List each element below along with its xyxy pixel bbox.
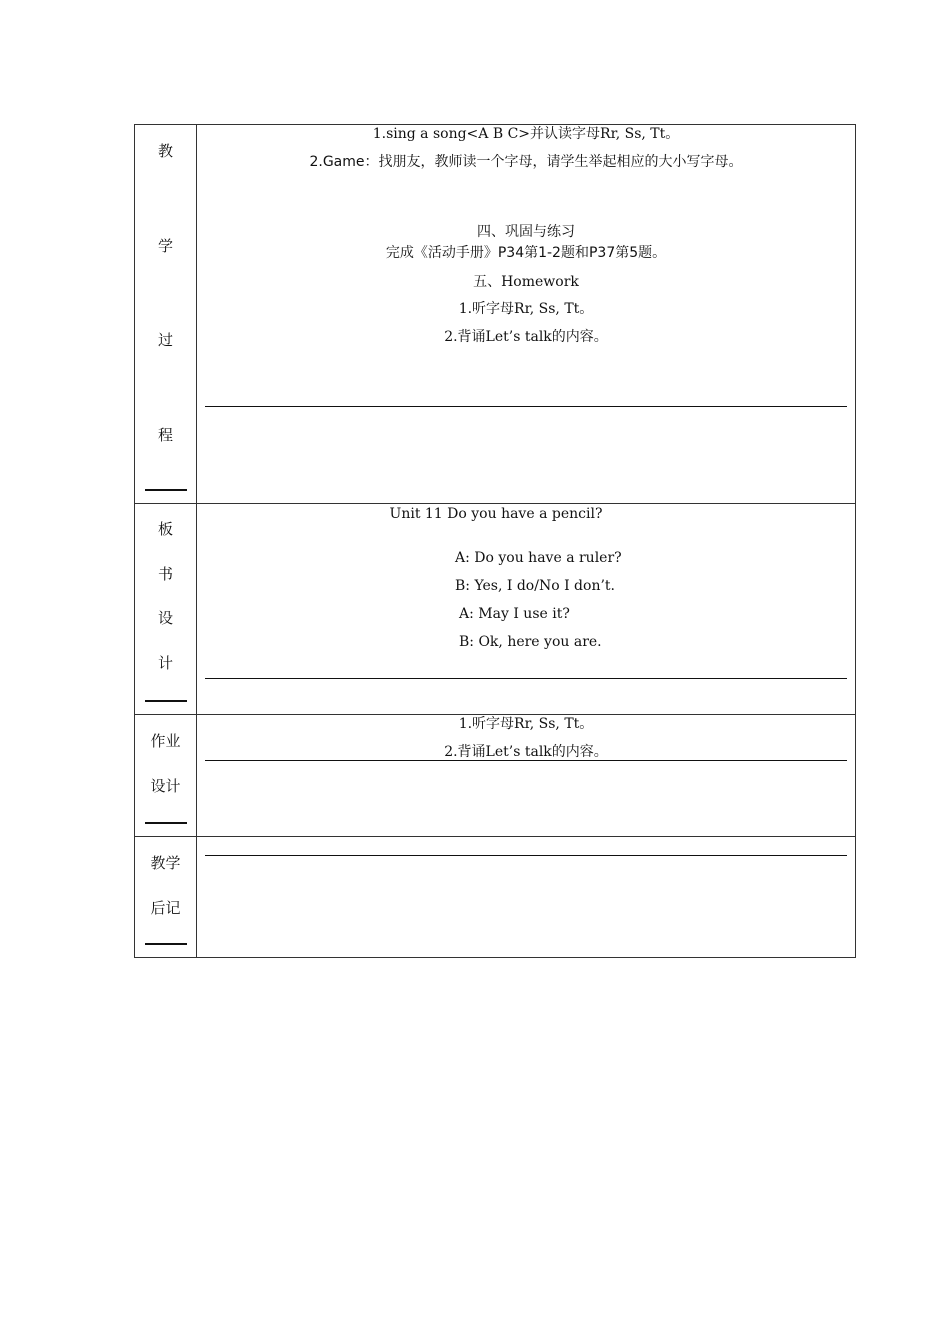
label-text: 设计 (150, 777, 181, 795)
process-line: 2.背诵Let’s talk的内容。 (444, 329, 608, 345)
label-text: 作业 (150, 732, 181, 750)
label-underline (145, 943, 187, 945)
label-char: 板 (157, 520, 173, 538)
label-text: 后记 (150, 899, 181, 917)
process-line: 完成《活动手册》P34第1-2题和P37第5题。 (385, 245, 667, 261)
homework-design-content-cell (197, 715, 855, 836)
label-char: 设 (157, 609, 173, 627)
dialogue-line: B: Yes, I do/No I don’t. (455, 578, 615, 594)
dialogue-line: A: Do you have a ruler? (455, 550, 622, 566)
label-text: 教学 (150, 854, 181, 872)
teaching-reflection-label-cell (135, 837, 197, 958)
writing-line (205, 406, 847, 407)
board-title: Unit 11 Do you have a pencil? (389, 506, 603, 522)
homework-design-row (135, 715, 855, 837)
writing-line (205, 760, 847, 761)
label-underline (145, 489, 187, 491)
homework-line: 2.背诵Let’s talk的内容。 (444, 744, 608, 760)
label-char: 程 (157, 426, 173, 444)
teaching-reflection-content-cell (197, 837, 855, 958)
dialogue-line: B: Ok, here you are. (459, 634, 602, 650)
label-underline (145, 700, 187, 702)
label-underline (145, 822, 187, 824)
label-char: 计 (157, 654, 173, 672)
writing-line (205, 678, 847, 679)
homework-line: 1.听字母Rr, Ss, Tt。 (458, 716, 594, 732)
process-section-heading: 四、巩固与练习 (477, 224, 575, 240)
board-design-content-cell (197, 504, 855, 714)
label-char: 书 (157, 565, 173, 583)
writing-line (205, 855, 847, 856)
teaching-process-row (135, 125, 855, 504)
label-char: 过 (157, 331, 173, 349)
process-section-heading: 五、Homework (473, 274, 579, 290)
process-line: 1.sing a song<A B C>并认读字母Rr, Ss, Tt。 (372, 126, 680, 142)
teaching-process-label-cell (135, 125, 197, 503)
label-char: 教 (157, 142, 173, 160)
teaching-reflection-row (135, 837, 855, 958)
homework-design-label-cell (135, 715, 197, 836)
process-line: 1.听字母Rr, Ss, Tt。 (458, 301, 594, 317)
board-design-row (135, 504, 855, 715)
process-line: 2.Game：找朋友，教师读一个字母，请学生举起相应的大小写字母。 (309, 154, 743, 170)
board-design-label-cell (135, 504, 197, 714)
teaching-process-content-cell (197, 125, 855, 503)
lesson-plan-table (134, 124, 856, 958)
dialogue-line: A: May I use it? (459, 606, 570, 622)
label-char: 学 (157, 237, 173, 255)
